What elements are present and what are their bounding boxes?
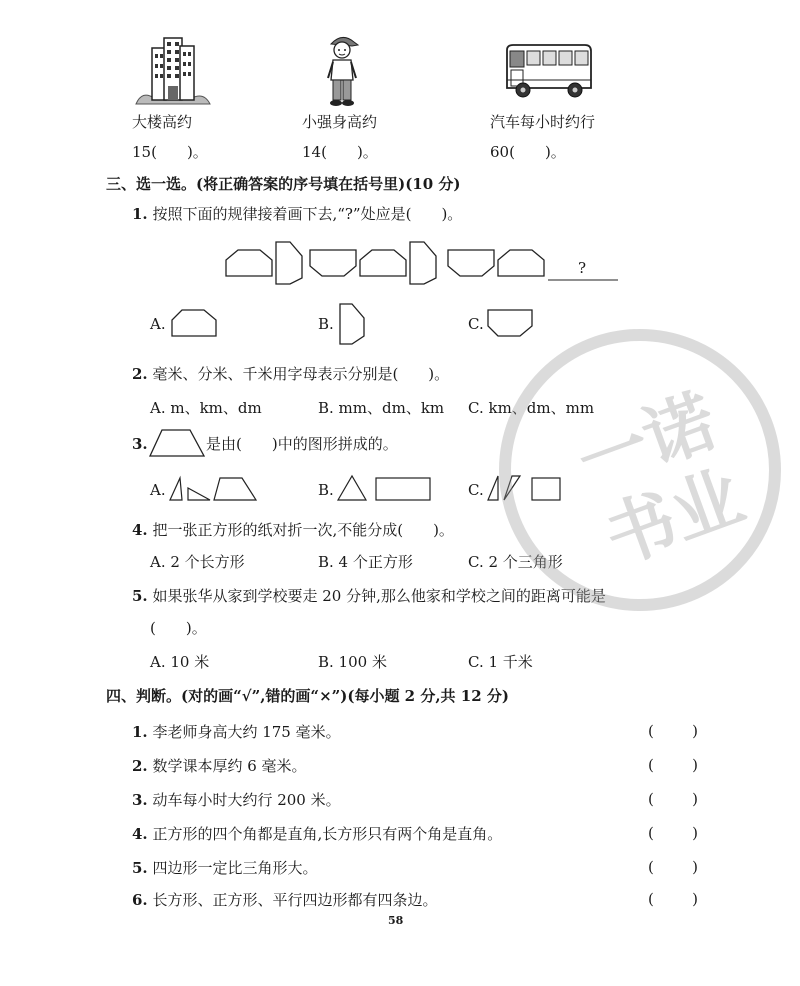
s4-item-3-answer[interactable]: ( ) xyxy=(648,790,698,808)
top-item-3-answer[interactable]: 60( )。 xyxy=(490,143,566,161)
s3-q4-option-a[interactable]: A. 2 个长方形 xyxy=(150,553,245,571)
s4-item-2 xyxy=(132,756,307,776)
page-number: 58 xyxy=(388,914,404,927)
pattern-shape-4 xyxy=(360,250,406,276)
option-a-shapes xyxy=(168,474,260,504)
pattern-shape-7 xyxy=(498,250,544,276)
s3-q1 xyxy=(132,204,462,224)
s3-q3-text: 是由( )中的图形拼成的。 xyxy=(206,435,398,453)
s4-item-6-answer[interactable]: ( ) xyxy=(648,890,698,908)
s3-q4 xyxy=(132,520,454,540)
pattern-shape-6 xyxy=(448,250,494,276)
top-item-2-answer[interactable]: 14( )。 xyxy=(302,143,378,161)
s4-item-3-text: 动车每小时大约行 200 米。 xyxy=(152,791,341,809)
option-b-shapes xyxy=(336,472,434,504)
s3-q5-text: 如果张华从家到学校要走 20 分钟,那么他家和学校之间的距离可能是 xyxy=(152,587,606,605)
watermark-text-3: 书 xyxy=(594,478,689,580)
s4-item-2-answer[interactable]: ( ) xyxy=(648,756,698,774)
trapezoid-figure xyxy=(148,428,206,458)
watermark-stamp xyxy=(490,320,790,620)
s3-q1-text: 按照下面的规律接着画下去,“?”处应是( )。 xyxy=(152,205,463,223)
s4-item-6-text: 长方形、正方形、平行四边形都有四条边。 xyxy=(152,891,438,909)
s3-q2 xyxy=(132,364,449,384)
top-item-1-label: 大楼高约 xyxy=(132,113,193,131)
s4-item-4-answer[interactable]: ( ) xyxy=(648,824,698,842)
pattern-shape-5 xyxy=(410,242,436,284)
pattern-shape-3 xyxy=(310,250,356,276)
s3-q3-option-a[interactable]: A. xyxy=(150,481,166,499)
s4-item-2-text: 数学课本厚约 6 毫米。 xyxy=(152,757,307,775)
s3-q4-option-c[interactable]: C. 2 个三角形 xyxy=(468,553,563,571)
s4-item-1 xyxy=(132,722,341,742)
option-b-shape xyxy=(338,302,368,346)
s4-item-4 xyxy=(132,824,502,844)
s3-q5-num: 5. xyxy=(132,587,148,605)
pattern-question-mark: ? xyxy=(578,259,587,277)
s4-item-4-text: 正方形的四个角都是直角,长方形只有两个角是直角。 xyxy=(152,825,503,843)
s3-q3-option-c[interactable]: C. xyxy=(468,481,484,499)
watermark-text-2: 诺 xyxy=(632,379,727,481)
s3-q1-num: 1. xyxy=(132,205,148,223)
s4-item-1-text: 李老师身高大约 175 毫米。 xyxy=(152,723,341,741)
section3-title: 三、选一选。(将正确答案的序号填在括号里)(10 分) xyxy=(106,175,461,193)
s3-q2-option-a[interactable]: A. m、km、dm xyxy=(150,399,262,417)
s4-item-3-num: 3. xyxy=(132,791,148,809)
s3-q4-text: 把一张正方形的纸对折一次,不能分成( )。 xyxy=(152,521,454,539)
bus-icon xyxy=(503,42,593,100)
s4-item-5 xyxy=(132,858,317,878)
boy-icon xyxy=(322,32,362,108)
building-icon xyxy=(132,32,212,107)
s3-q5-option-a[interactable]: A. 10 米 xyxy=(150,653,210,671)
s4-item-1-answer[interactable]: ( ) xyxy=(648,722,698,740)
s4-item-1-num: 1. xyxy=(132,723,148,741)
s3-q2-option-c[interactable]: C. km、dm、mm xyxy=(468,399,595,417)
s3-q5 xyxy=(132,586,606,606)
s3-q5-option-b[interactable]: B. 100 米 xyxy=(318,653,387,671)
s3-q1-option-c[interactable]: C. xyxy=(468,315,484,333)
s3-q4-option-b[interactable]: B. 4 个正方形 xyxy=(318,553,413,571)
s4-item-4-num: 4. xyxy=(132,825,148,843)
s4-item-5-answer[interactable]: ( ) xyxy=(648,858,698,876)
s3-q1-option-b[interactable]: B. xyxy=(318,315,334,333)
s3-q4-num: 4. xyxy=(132,521,148,539)
option-a-shape xyxy=(170,306,220,340)
s4-item-6-num: 6. xyxy=(132,891,148,909)
watermark-text-4: 业 xyxy=(660,454,754,556)
s3-q3-num: 3. xyxy=(132,435,148,453)
s3-q2-num: 2. xyxy=(132,365,148,383)
s4-item-5-num: 5. xyxy=(132,859,148,877)
watermark-text-1: 一 xyxy=(567,403,661,505)
s4-item-6 xyxy=(132,890,437,910)
pattern-shape-2 xyxy=(276,242,302,284)
s3-q2-option-b[interactable]: B. mm、dm、km xyxy=(318,399,445,417)
option-c-shape xyxy=(486,306,536,340)
section4-title: 四、判断。(对的画“√”,错的画“×”)(每小题 2 分,共 12 分) xyxy=(106,687,509,705)
s3-q1-option-a[interactable]: A. xyxy=(150,315,166,333)
top-item-2-label: 小强身高约 xyxy=(302,113,378,131)
s3-q2-text: 毫米、分米、千米用字母表示分别是( )。 xyxy=(152,365,450,383)
pattern-shape-1 xyxy=(226,250,272,276)
s4-item-3 xyxy=(132,790,341,810)
s4-item-2-num: 2. xyxy=(132,757,148,775)
top-item-1-answer[interactable]: 15( )。 xyxy=(132,143,208,161)
pattern-sequence xyxy=(224,240,624,286)
s3-q5-option-c[interactable]: C. 1 千米 xyxy=(468,653,533,671)
s4-item-5-text: 四边形一定比三角形大。 xyxy=(152,859,318,877)
s3-q5-text-cont: ( )。 xyxy=(150,619,207,637)
s3-q3-option-b[interactable]: B. xyxy=(318,481,334,499)
top-item-3-label: 汽车每小时约行 xyxy=(490,113,596,131)
option-c-shapes xyxy=(486,472,566,504)
